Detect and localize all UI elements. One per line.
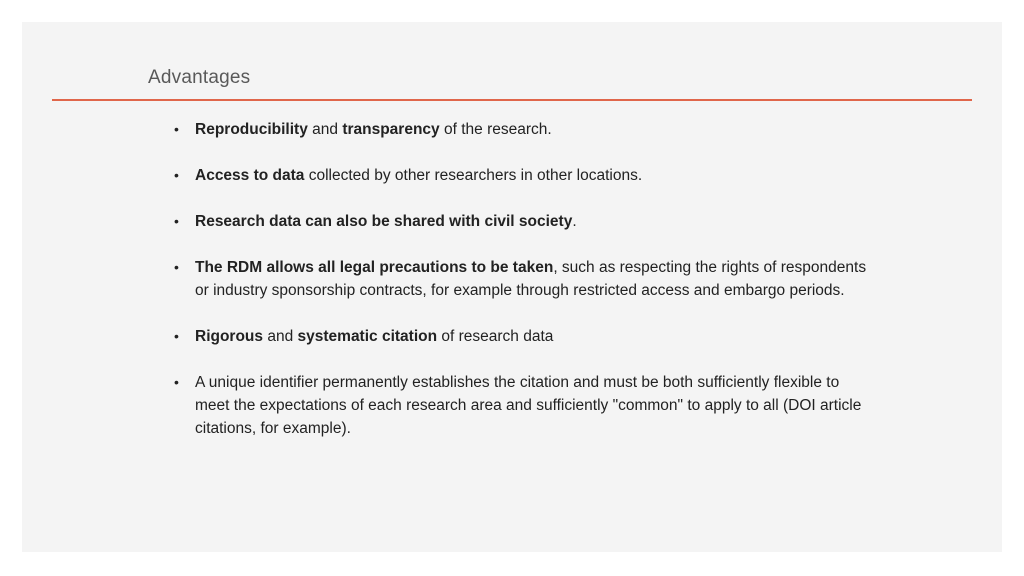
bullet-item — [173, 210, 873, 233]
bullet-dot-icon: • — [174, 121, 179, 137]
slide-title: Advantages — [148, 67, 251, 88]
bullet-text: and — [263, 328, 298, 345]
bullet-text: . — [572, 213, 577, 230]
bullet-text: A unique identifier permanently establishes the citation and must be both sufficiently flexible to meet the expectations of each research area and sufficiently "common" to apply to all (DOI article citations, for example). — [195, 374, 862, 437]
bullet-dot-icon: • — [174, 213, 179, 229]
title-divider — [52, 99, 972, 101]
bullet-bold-text: Rigorous — [195, 328, 264, 345]
bullet-bold-text: The RDM allows all legal precautions to be taken — [195, 259, 554, 276]
slide — [22, 22, 1002, 552]
bullet-item — [173, 325, 873, 348]
bullet-bold-text: transparency — [342, 121, 440, 138]
bullet-bold-text: Access to data — [195, 167, 305, 184]
bullet-text: , such as respecting the rights of respondents or industry sponsorship contracts, for example through restricted access and embargo periods. — [195, 259, 867, 299]
bullet-list — [173, 118, 873, 463]
bullet-item — [173, 256, 873, 302]
bullet-text: and — [307, 121, 343, 138]
bullet-bold-text: Research data can also be shared with civil society — [195, 213, 573, 230]
bullet-dot-icon: • — [174, 259, 179, 275]
bullet-item — [173, 371, 873, 440]
bullet-item — [173, 164, 873, 187]
bullet-dot-icon: • — [174, 328, 179, 344]
bullet-text: collected by other researchers in other locations. — [304, 167, 643, 184]
bullet-text: of the research. — [439, 121, 552, 138]
bullet-bold-text: systematic citation — [297, 328, 438, 345]
bullet-dot-icon: • — [174, 167, 179, 183]
bullet-bold-text: Reproducibility — [195, 121, 308, 138]
bullet-text: of research data — [437, 328, 554, 345]
bullet-dot-icon: • — [174, 374, 179, 390]
bullet-item — [173, 118, 873, 141]
